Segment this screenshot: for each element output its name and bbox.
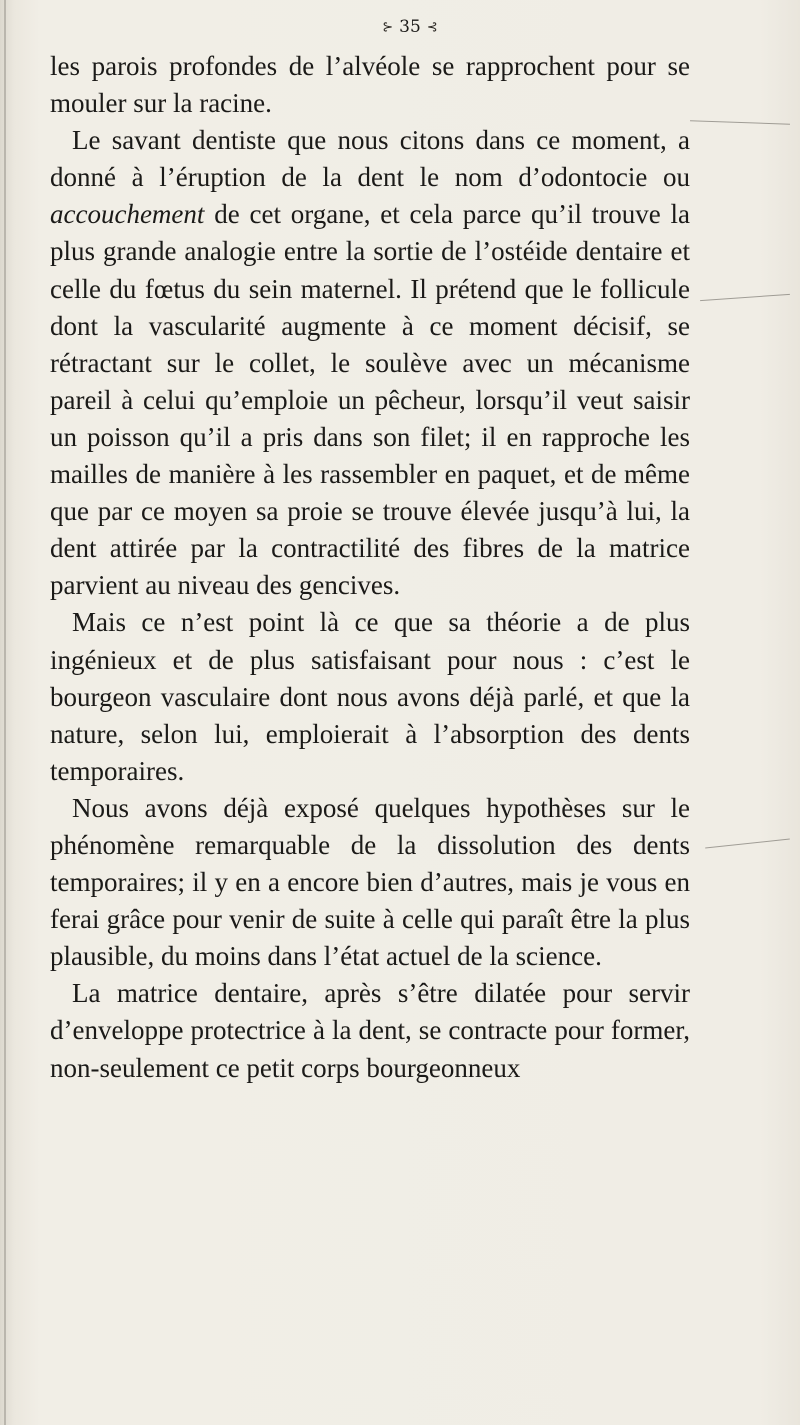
paragraph-1: les parois profondes de l’alvéole se rapprochent pour se mouler sur la racine.	[50, 51, 690, 119]
margin-mark-3	[705, 839, 790, 849]
ornament-left-icon: ⊱	[382, 19, 394, 35]
paragraph-2-end: de cet organe, et cela parce qu’il trouve la plus grande analogie entre la sortie de l’ostéide dentaire et celle du fœtus du sein maternel. Il prétend que le follicule dont la vascularité augmente à ce moment décisif, se rétractant sur le collet, le soulève avec un mécanisme pareil à celui qu’emploie un pêcheur, lorsqu’il veut saisir un poisson qu’il a pris dans son filet; il en rapproche les mailles de manière à les rassembler en paquet, et de même que par ce moyen sa proie se trouve élevée jusqu’à lui, la dent attirée par la contractilité des fibres de la matrice parvient au niveau des gencives.	[50, 199, 690, 601]
page-header	[360, 14, 460, 40]
margin-mark-1	[690, 120, 790, 124]
paragraph-2-start: Le savant dentiste que nous citons dans ce moment, a donné à l’éruption de la dent le nom d’odontocie ou	[50, 125, 690, 193]
paragraph-2	[50, 122, 690, 604]
page-binding-edge	[4, 0, 6, 1425]
margin-mark-2	[700, 294, 790, 301]
page-number: 35	[399, 17, 421, 37]
ornament-right-icon: ⊰	[426, 19, 438, 35]
paragraph-5: La matrice dentaire, après s’être dilatée pour servir d’enveloppe protectrice à la dent, se contracte pour former, non-seulement ce petit corps bourgeonneux	[50, 978, 690, 1083]
italic-term: accouchement	[50, 199, 205, 230]
body-text	[50, 48, 690, 1087]
paragraph-3: Mais ce n’est point là ce que sa théorie a de plus ingénieux et de plus satisfaisant pour nous : c’est le bourgeon vasculaire dont nous avons déjà parlé, et que la nature, selon lui, emploierait à l’absorption des dents temporaires.	[50, 607, 690, 786]
paragraph-4: Nous avons déjà exposé quelques hypothèses sur le phénomène remarquable de la dissolution des dents temporaires; il y en a encore bien d’autres, mais je vous en ferai grâce pour venir de suite à celle qui paraît être la plus plausible, du moins dans l’état actuel de la science.	[50, 792, 690, 972]
